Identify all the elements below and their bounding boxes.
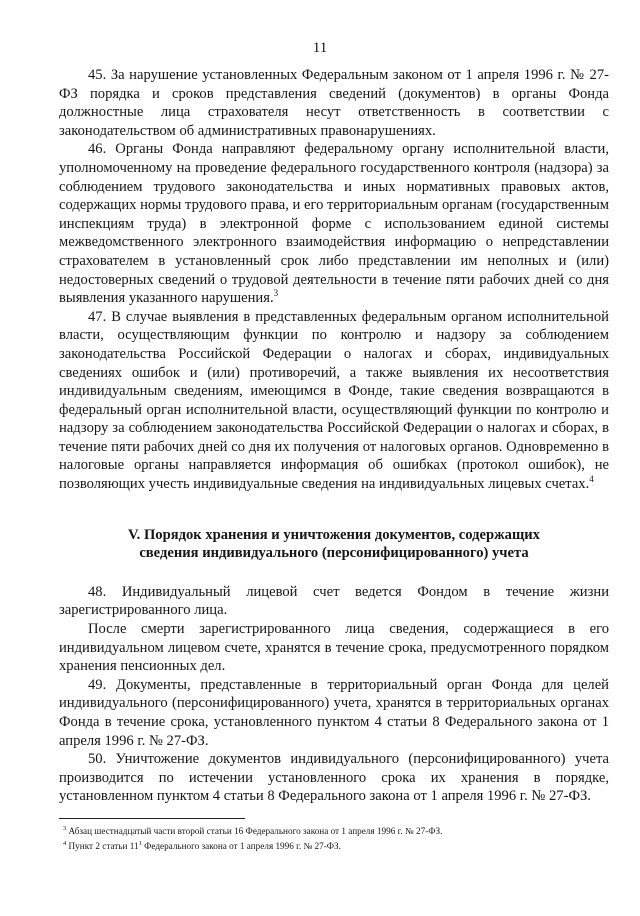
footnote-ref-3[interactable]: 3 (273, 288, 279, 299)
footnote-text-after: Федерального закона от 1 апреля 1996 г. № 27-ФЗ. (141, 841, 341, 851)
footnote-text: Абзац шестнадцатый части второй статьи 16 Федерального закона от 1 апреля 1996 г. № 27-ФЗ. (68, 826, 443, 836)
section-heading-line-2: сведения индивидуального (персонифицированного) учета (139, 545, 529, 562)
footnote-4 (63, 839, 609, 854)
paragraph-46: 46. Органы Фонда направляют федеральному органу исполнительной власти, уполномоченному на проведение федерального государственного контроля (надзора) за соблюдением трудового законодательства и иных нормативных правовых актов, содержащих нормы трудового права, и его территориальным органам (государственным инспекциям труда) в электронной форме с использованием единой системы межведомственного электронного взаимодействия информацию о непредставлении страхователем в установленный срок либо представлении им неполных и (или) недостоверных сведений о трудовой деятельности в течение пяти рабочих дней со дня выявления указанного нарушения.$^3$ (59, 141, 609, 307)
footnote-text: Пункт 2 статьи 11 (68, 841, 139, 851)
paragraph-48-continued: После смерти зарегистрированного лица сведения, содержащиеся в его индивидуальном лицевом счете, хранятся в течение срока, предусмотренного порядком хранения пенсионных дел. (59, 621, 609, 675)
paragraph-49: 49. Документы, представленные в территориальный орган Фонда для целей индивидуального (персонифицированного) учета, хранятся в территориальных органах Фонда в течение срока, установленного пунктом 4 статьи 8 Федерального закона от 1 апреля 1996 г. № 27-ФЗ. (59, 676, 609, 749)
paragraph-48: 48. Индивидуальный лицевой счет ведется Фондом в течение жизни зарегистрированного лица. (59, 583, 609, 619)
page-number: 11 (312, 40, 328, 56)
footnote-superscript: 1 (138, 839, 142, 847)
footnote-number: 3 (63, 824, 67, 832)
paragraph-50: 50. Уничтожение документов индивидуального (персонифицированного) учета производится по истечении установленного срока их хранения в порядке, установленном пунктом 4 статьи 8 Федерального закона от 1 апреля 1996 г. № 27-ФЗ. (59, 751, 609, 805)
paragraph-47: 47. В случае выявления в представленных федеральным органом исполнительной власти, осуществляющим функции по контролю и надзору за соблюдением законодательства Российской Федерации о налогах и сборах, индивидуальных сведениях ошибок и (или) противоречий, а также выявления их несоответствия индивидуальным сведениям, имеющимся в Фонде, такие сведения возвращаются в федеральный орган исполнительной власти, осуществляющий функции по контролю и надзору за соблюдением законодательства Российской Федерации о налогах и сборах, в течение пяти рабочих дней со дня их получения от налоговых органов. Одновременно в налоговые органы направляется информация об ошибках (протокол ошибок), не позволяющих учесть индивидуальные сведения на индивидуальных лицевых счетах.$^4$ (59, 308, 609, 493)
section-heading-line-1: V. Порядок хранения и уничтожения документов, содержащих (128, 526, 540, 543)
footnote-separator (59, 818, 245, 819)
footnote-number: 4 (63, 839, 67, 847)
footnote-ref-4[interactable]: 4 (589, 474, 594, 485)
paragraph-45: 45. За нарушение установленных Федеральным законом от 1 апреля 1996 г. № 27-ФЗ порядка и сроков представления сведений (документов) в органы Фонда должностные лица страхователя несут ответственность в соответствии с законодательством об административных правонарушениях. (59, 67, 609, 139)
footnote-3 (63, 824, 609, 839)
document-body (59, 66, 609, 806)
footnotes (63, 824, 609, 854)
section-heading (59, 526, 609, 563)
